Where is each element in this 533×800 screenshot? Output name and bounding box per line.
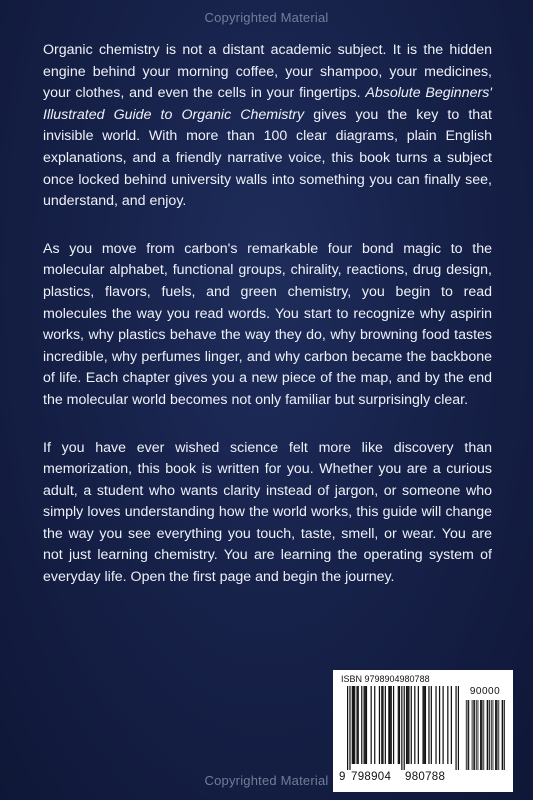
barcode-bar <box>468 700 469 770</box>
barcode-bar <box>422 686 423 764</box>
barcode-bar <box>404 686 405 770</box>
barcode-bar <box>496 700 497 770</box>
barcode-bar <box>388 686 389 764</box>
addon-barcode-bars <box>465 700 505 770</box>
barcode-bar <box>439 686 440 764</box>
barcode-bar <box>491 700 492 770</box>
barcode-bar <box>381 686 382 764</box>
barcode-bar <box>480 700 481 770</box>
barcode-bar <box>425 686 426 764</box>
paragraph-1 <box>43 40 492 213</box>
watermark-top: Copyrighted Material <box>204 10 329 25</box>
paragraph-3: If you have ever wished science felt more like discovery than memorization, this book is written for you. Whether you are a curious adult, a student who wants clarity instead of jargon, or someone who simply loves understanding how the world works, this guide will change the way you see everything you touch, taste, smell, or wear. You are not just learning chemistry. You are learning the operating system of everyday life. Open the first page and begin the journey. <box>43 439 492 586</box>
ean-digit-lead: 9 <box>339 771 346 783</box>
barcode-bar <box>374 686 375 764</box>
barcode-bar <box>458 686 459 770</box>
barcode-bar <box>473 700 474 770</box>
book-title-italic: Absolute Beginners' Illustrated Guide to Organic Chemistry <box>43 85 492 123</box>
barcode-bar <box>502 700 503 770</box>
barcode-bar <box>391 686 392 764</box>
barcode-bar <box>428 686 429 764</box>
ean-digits-group2: 980788 <box>405 771 446 783</box>
barcode-bar <box>482 700 483 770</box>
barcode-bar <box>349 686 350 770</box>
isbn-label: ISBN 9798904980788 <box>341 674 430 684</box>
barcode-bar <box>466 700 467 770</box>
barcode-bar <box>431 686 432 764</box>
barcode-bar <box>414 686 415 764</box>
barcode-bar <box>393 686 394 764</box>
barcode-bar <box>455 686 456 770</box>
barcode-bar <box>406 686 407 764</box>
barcode-bar <box>495 700 496 770</box>
barcode-bar <box>442 686 443 764</box>
barcode-bar <box>408 686 409 764</box>
barcode-bar <box>407 686 408 764</box>
barcode-bar <box>478 700 479 770</box>
barcode-bar <box>493 700 494 770</box>
barcode-bar <box>411 686 412 764</box>
ean-barcode-bars <box>347 686 459 770</box>
barcode-bar <box>353 686 354 764</box>
barcode-bar <box>504 700 505 770</box>
barcode-bar <box>497 700 498 770</box>
barcode-bar <box>385 686 386 764</box>
barcode-bar <box>483 700 484 770</box>
barcode-bar <box>371 686 372 764</box>
ean-digits-group1: 798904 <box>351 771 392 783</box>
barcode-bar <box>503 700 504 770</box>
paragraph-2: As you move from carbon's remarkable four bond magic to the molecular alphabet, functional groups, chirality, reactions, drug design, plastics, flavors, fuels, and green chemistry, you begin to read molecules the way you read words. You start to recognize why aspirin works, why plastics behave the way they do, why browning food tastes incredible, why perfumes linger, and why carbon became the backbone of life. Each chapter gives you a new piece of the map, and by the end the molecular world becomes not only familiar but surprisingly clear. <box>43 240 492 408</box>
barcode-bar <box>481 700 482 770</box>
barcode-bar <box>451 686 452 764</box>
barcode-bar <box>424 686 425 764</box>
back-cover-description <box>43 40 492 615</box>
barcode-bar <box>435 686 436 764</box>
barcode-bar <box>382 686 383 764</box>
paragraph-1-after: gives you the key to that invisible world. With more than 100 clear diagrams, plain English explanations, and a friendly narrative voice, this book turns a subject once locked behind university walls into something you can finally see, understand, and enjoy. <box>43 106 492 210</box>
barcode-bar <box>354 686 355 764</box>
barcode-bar <box>361 686 362 764</box>
barcode-bar <box>366 686 367 764</box>
barcode-bar <box>401 686 402 770</box>
barcode-bar <box>356 686 357 764</box>
barcode-bar <box>399 686 400 764</box>
barcode-bar <box>468 700 469 770</box>
addon-digits: 90000 <box>469 686 501 697</box>
barcode-bar <box>488 700 489 770</box>
barcode-bar <box>472 700 473 770</box>
barcode-bar <box>474 700 475 770</box>
barcode-bar <box>364 686 365 764</box>
barcode-bar <box>358 686 359 764</box>
barcode-bar <box>379 686 380 764</box>
barcode-bar <box>398 686 399 764</box>
paragraph-1-before: Organic chemistry is not a distant academic subject. It is the hidden engine behind your morning coffee, your shampoo, your medicines, your clothes, and even the cells in your fingertips. <box>43 42 492 102</box>
barcode-bar <box>352 686 353 764</box>
barcode-bar <box>389 686 390 764</box>
barcode-bar <box>498 700 499 770</box>
barcode-bar <box>447 686 448 764</box>
barcode-bar <box>365 686 366 764</box>
barcode-bar <box>489 700 490 770</box>
barcode-bar <box>487 700 488 770</box>
barcode-bar <box>476 700 477 770</box>
barcode-bar <box>418 686 419 764</box>
watermark-bottom: Copyrighted Material <box>204 773 329 788</box>
barcode-bar <box>347 686 348 770</box>
